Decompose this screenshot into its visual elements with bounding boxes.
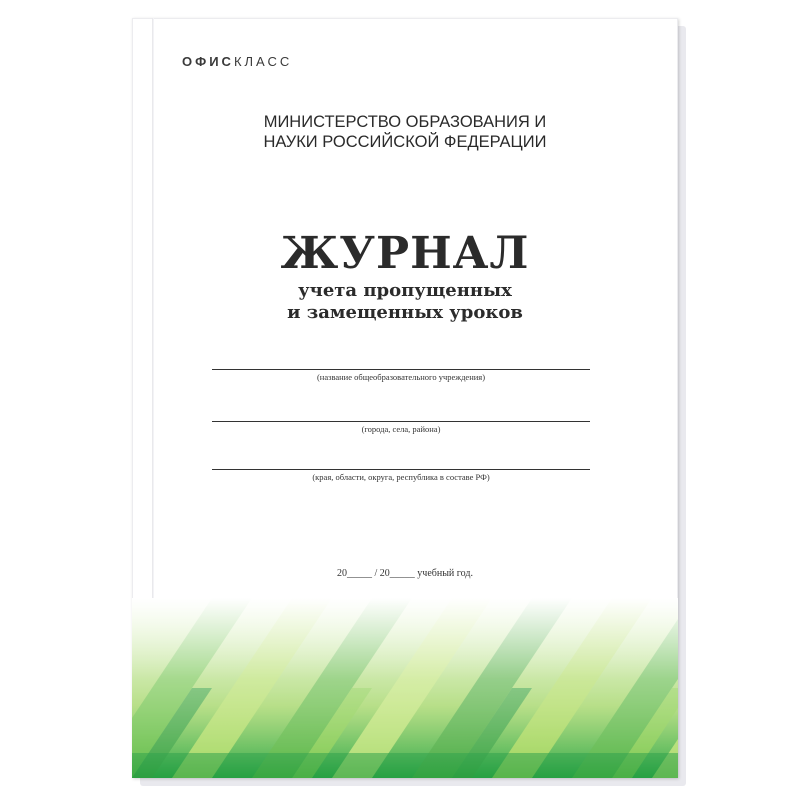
region-field-caption: (края, области, округа, республика в составе РФ) bbox=[312, 472, 490, 482]
brand-logo-bold: ОФИС bbox=[182, 54, 234, 69]
institution-field-line bbox=[212, 369, 590, 370]
subtitle-line-1: учета пропущенных bbox=[298, 280, 512, 301]
brand-logo-light: КЛАСС bbox=[233, 54, 293, 69]
institution-field-caption: (название общеобразовательного учреждения) bbox=[316, 372, 486, 382]
region-field-line bbox=[212, 469, 590, 470]
ministry-line-2: НАУКИ РОССИЙСКОЙ ФЕДЕРАЦИИ bbox=[263, 133, 547, 151]
journal-cover bbox=[132, 18, 678, 778]
academic-year-line: 20_____ / 20_____ учебный год. bbox=[337, 568, 473, 579]
subtitle-line-2: и замещенных уроков bbox=[287, 302, 523, 323]
city-field-caption: (города, села, района) bbox=[361, 424, 441, 434]
journal-subtitle bbox=[132, 280, 678, 324]
green-stripe-pattern bbox=[132, 598, 678, 778]
journal-title: ЖУРНАЛ bbox=[280, 228, 530, 279]
ministry-heading bbox=[132, 112, 678, 152]
brand-logo bbox=[182, 54, 292, 69]
ministry-line-1: МИНИСТЕРСТВО ОБРАЗОВАНИЯ И bbox=[263, 113, 547, 131]
city-field-line bbox=[212, 421, 590, 422]
